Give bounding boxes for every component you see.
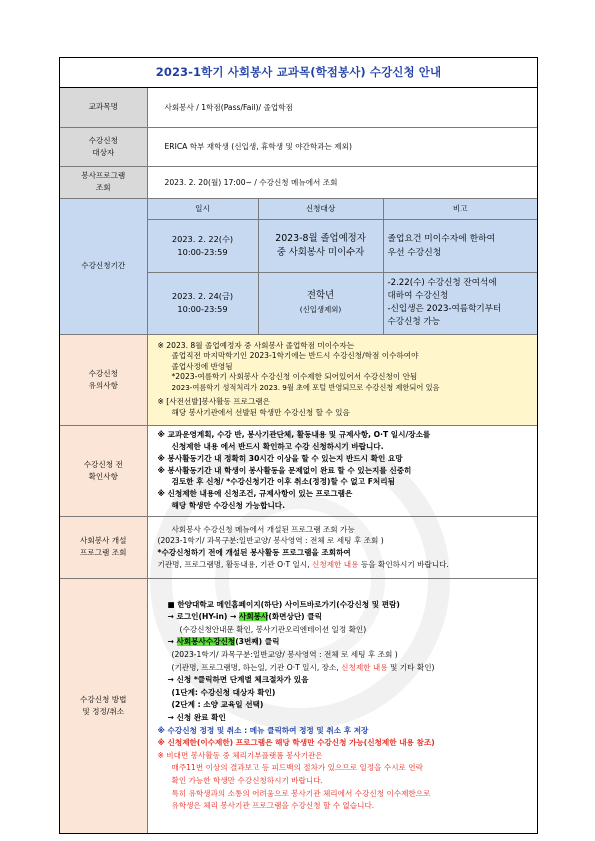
label-program: 봉사프로그램 조회	[60, 166, 147, 198]
period2-date: 2023. 2. 24(금) 10:00-23:59	[147, 272, 258, 334]
row-lookup	[60, 516, 537, 578]
value-target: ERICA 학부 재학생 (신입생, 휴학생 및 야간학과는 제외)	[147, 127, 537, 166]
document-title: 2023-1학기 사회봉사 교과목(학점봉사) 수강신청 안내	[60, 58, 537, 88]
header-note: 비고	[383, 198, 537, 219]
highlight-service-registration: 사회봉사수강신청	[176, 637, 236, 647]
row-notice	[60, 334, 537, 425]
label-subject: 교과목명	[60, 88, 147, 127]
row-method	[60, 578, 537, 833]
row-period-header	[60, 198, 537, 219]
row-subject	[60, 88, 537, 127]
label-confirm: 수강신청 전 확인사항	[60, 425, 147, 516]
confirm-content: ※ 교과운영계획, 수강 반, 봉사기관단체, 활동내용 및 규제사항, O·T 일시/장소를 신청제한 내용 에서 반드시 확인하고 수강 신청하시기 바랍니다. ※ 봉사활동기간 내 정확히 30시간 이상을 할 수 있는지 반드시 확인 요망 ※ 봉사활동기간 내 학생이 봉사활동을 문제없이 완료 할 수 있는지를 신중히 검토한 후 신청/ *수강신청기간 이후 취소(정정)할 수 없고 F처리됨 ※ 신청제한 내용에 신청조건, 규제사항이 있는 프로그램은 해당 학생만 수강신청 가능합니다.	[147, 425, 537, 516]
value-program: 2023. 2. 20(월) 17:00~ / 수강신청 메뉴에서 조회	[147, 166, 537, 198]
label-target: 수강신청 대상자	[60, 127, 147, 166]
highlight-social-service: 사회봉사	[239, 612, 269, 622]
label-method: 수강신청 방법 및 정정/취소	[60, 578, 147, 833]
period1-date: 2023. 2. 22(수) 10:00-23:59	[147, 219, 258, 272]
notice-content: ※ 2023. 8월 졸업예정자 중 사회봉사 졸업학점 미이수자는 졸업직전 마지막학기인 2023-1학기에는 반드시 수강신청/학점 이수하여야 졸업사정에 반영됨 *2023-여름학기 사회봉사 수강신청 이수제한 되어있어서 수강신청이 안됨 2023-여름학기 성적처리가 2023. 9월 초에 포털 반영되므로 수강신청 제한되어 있음 ※ [사전선발]봉사활동 프로그램은 해당 봉사기관에서 선발된 학생만 수강신청 할 수 있음	[147, 334, 537, 425]
header-target: 신청대상	[258, 198, 383, 219]
header-date: 일시	[147, 198, 258, 219]
label-period: 수강신청기간	[60, 198, 147, 334]
period2-note: -2.22(수) 수강신청 잔여석에 대하여 수강신청 -신입생은 2023-여름학기부터 수강신청 가능	[383, 272, 537, 334]
row-program	[60, 166, 537, 198]
period1-target: 2023-8월 졸업예정자 중 사회봉사 미이수자	[258, 219, 383, 272]
method-content: ■ 한양대학교 메인홈페이지(하단) 사이트바로가기(수강신청 및 편람) → 로그인(HY-in) → 사회봉사(화면상단) 클릭 (수강신청안내문 확인, 봉사기관오리엔테이션 일정 확인) → 사회봉사수강신청(3번째) 클릭 (2023-1학기/ 과목구분:일반교양/ 봉사영역 : 전체 로 세팅 후 조회 ) (기관명, 프로그램명, 하는일, 기관 O·T 일시, 장소, 신청제한 내용 및 기타 확인) → 신청 *클릭하면 단계별 체크절차가 있음 (1단계: 수강신청 대상자 확인) (2단계 : 소양 교육일 선택) → 신청 완료 확인 ※ 수강신청 정정 및 취소 : 메뉴 클릭하여 정정 및 취소 후 저장 ※ 신청제한(이수제한) 프로그램은 해당 학생만 수강신청 가능(신청제한 내용 참조) ※ 비대면 봉사활동 중 체리기부플랫폼 봉사기관은 매주11번 이상의 결과보고 등 피드백의 절차가 있으므로 일정을 수시로 연락 확인 가능한 학생만 수강신청하시기 바랍니다. 특히 유학생과의 소통의 어려움으로 봉사기관 체리에서 수강신청 이수제한으로 유학생은 체리 봉사기관 프로그램을 수강신청 할 수 없습니다.	[147, 578, 537, 833]
lookup-content: 사회봉사 수강신청 메뉴에서 개설된 프로그램 조회 가능 (2023-1학기/ 과목구분:일반교양/ 봉사영역 : 전체 로 세팅 후 조회 ) *수강신청하기 전에 개설된 봉사활동 프로그램을 조회하여 기관명, 프로그램명, 활동내용, 기관 O·T 일시, 신청제한 내용 등을 확인하시기 바랍니다.	[147, 516, 537, 578]
value-subject: 사회봉사 / 1학점(Pass/Fail)/ 졸업학점	[147, 88, 537, 127]
label-lookup: 사회봉사 개설 프로그램 조회	[60, 516, 147, 578]
label-notice: 수강신청 유의사항	[60, 334, 147, 425]
period1-note: 졸업요건 미이수자에 한하여 우선 수강신청	[383, 219, 537, 272]
notice-table	[59, 57, 538, 834]
row-confirm	[60, 425, 537, 516]
row-target	[60, 127, 537, 166]
period2-target: 전학년 (신입생제외)	[258, 272, 383, 334]
